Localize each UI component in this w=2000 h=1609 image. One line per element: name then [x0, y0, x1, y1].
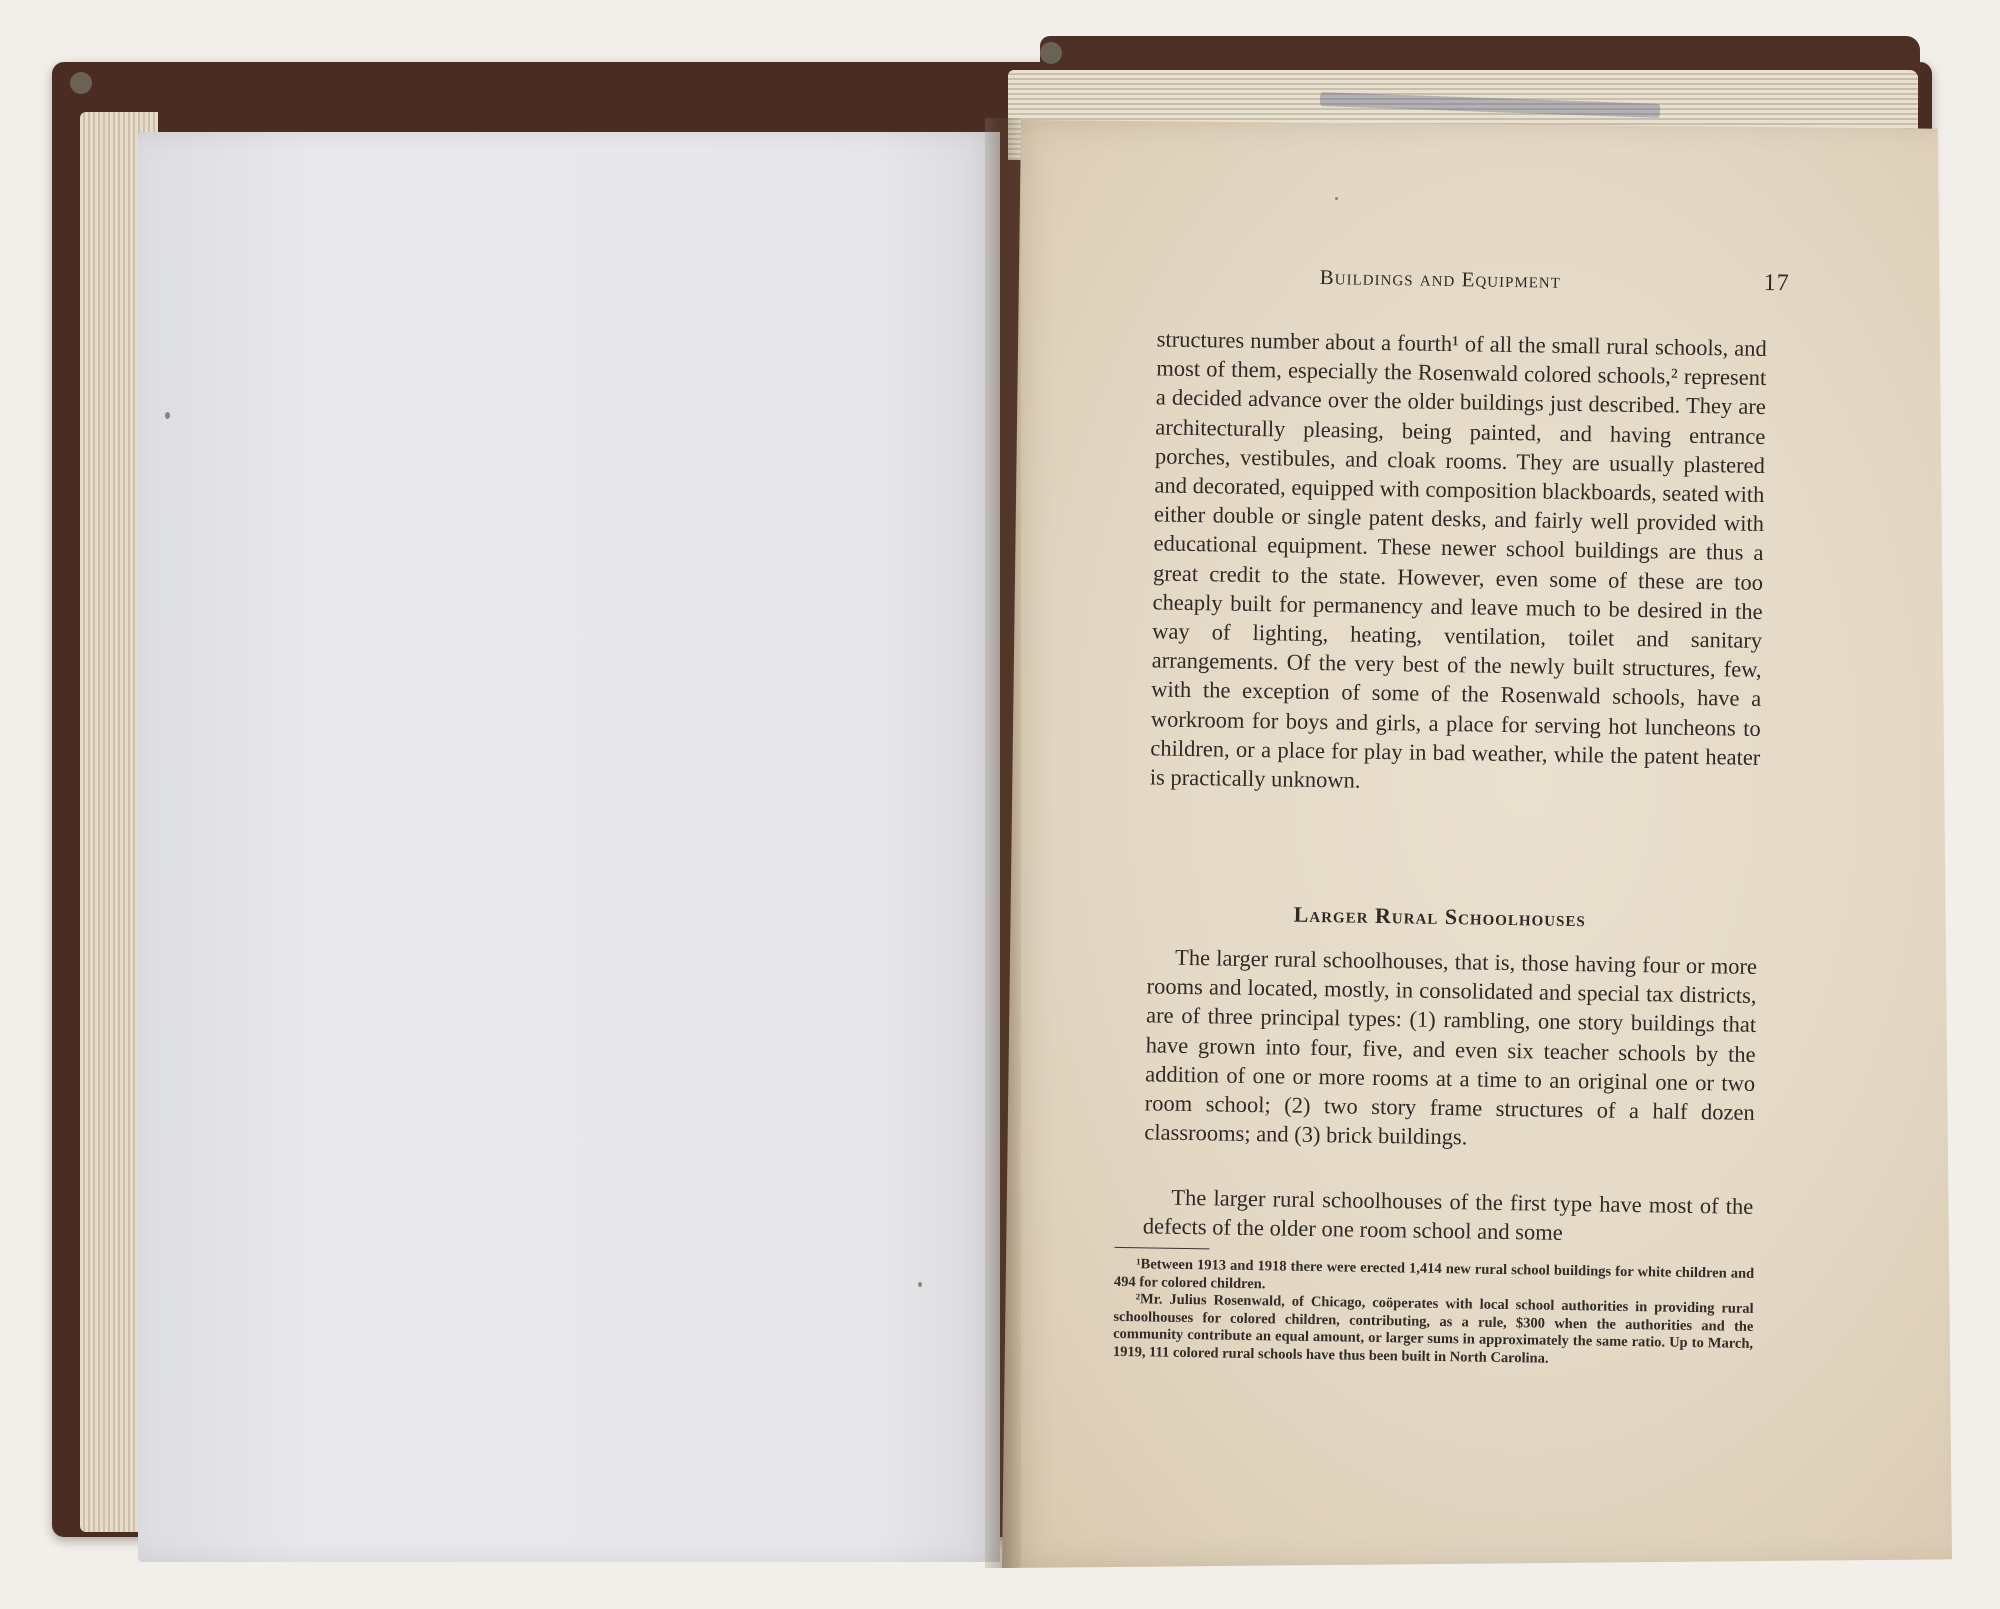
blank-left-page: [138, 132, 1000, 1562]
spine-headband-right: [1040, 42, 1062, 64]
footnotes: [1113, 1256, 1755, 1371]
footnote-2: ²Mr. Julius Rosenwald, of Chicago, coöperates with local school authorities in providing rural schoolhouses for colored children, contributing, as a rule, $300 when the authorities and the community contribute an equal amount, or larger sums in approximately the same ratio. Up to March, 1919, 111 colored rural schools have thus been built in North Carolina.: [1112, 1291, 1754, 1367]
body-paragraph-2: The larger rural schoolhouses, that is, those having four or more rooms and located, mostly, in consolidated and special tax districts, are of three principal types: (1) rambling, one story buildings that have grown into four, five, and even six teacher schools by the addition of one or more rooms at a time to an original one or two room school; (2) two story frame structures of a half dozen classrooms; and (3) brick buildings.: [1144, 944, 1758, 1150]
footnote-1: ¹Between 1913 and 1918 there were erected 1,414 new rural school buildings for white children and 494 for colored children.: [1113, 1256, 1755, 1292]
running-head-title: Buildings and Equipment: [1319, 264, 1562, 293]
spine-headband-left: [70, 72, 92, 94]
page-number: 17: [1763, 269, 1790, 297]
book-gutter: [985, 118, 1021, 1568]
paper-fleck: [165, 412, 170, 419]
paper-fleck: [918, 1282, 922, 1287]
paper-fleck: [1335, 197, 1338, 200]
body-paragraph-1: structures number about a fourth¹ of all the small rural schools, and most of them, especially the Rosenwald colored schools,² represent a decided advance over the older buildings just described. They are architecturally pleasing, being painted, and having entrance porches, vestibules, and cloak rooms. They are usually plastered and decorated, equipped with composition blackboards, seated with either double or single patent desks, and fairly well provided with educational equipment. These newer school buildings are thus a great credit to the state. However, even some of these are too cheaply built for permanency and leave much to be desired in the way of lighting, heating, ventilation, toilet and sanitary arrangements. Of the very best of the newly built structures, few, with the exception of some of the Rosenwald schools, have a workroom for boys and girls, a place for serving hot luncheons to children, or a place for play in bad weather, while the patent heater is practically unknown.: [1149, 326, 1767, 793]
body-paragraph-3: The larger rural schoolhouses of the first type have most of the defects of the older one room school and some: [1142, 1184, 1754, 1246]
section-heading: Larger Rural Schoolhouses: [1293, 901, 1587, 932]
